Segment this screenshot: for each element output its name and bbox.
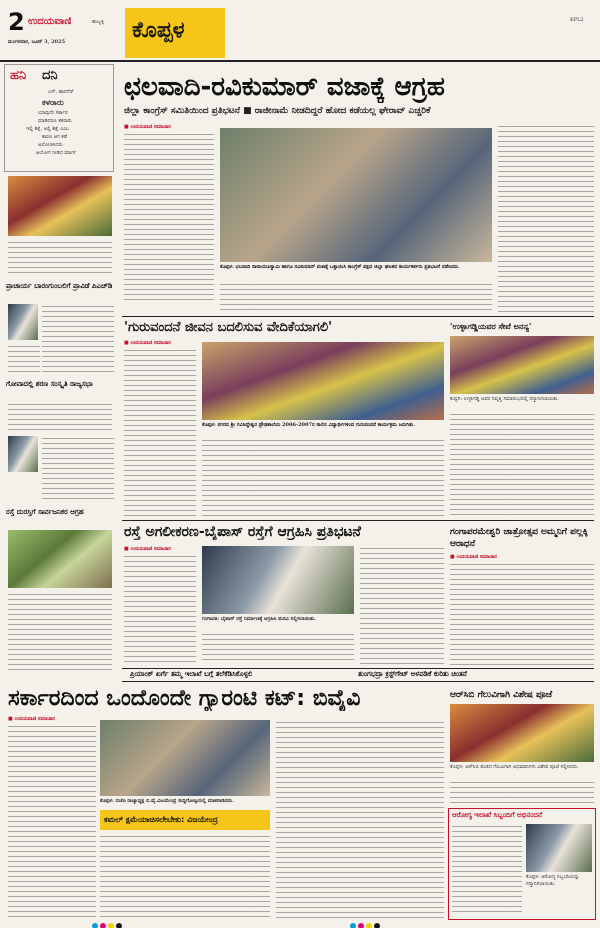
ulluka-photo xyxy=(450,336,594,394)
sidebar-body-text xyxy=(42,304,114,374)
guru-body-text-1 xyxy=(124,348,196,516)
poem-line: ಕಳರಾರು xyxy=(42,97,64,107)
guarantee-pullquote: ಕಮಲ್ ಕ್ಷಮೆಯಾಚಿಸಲೇಬೇಕು: ವಿಜಯೇಂದ್ರ xyxy=(104,815,218,824)
ticker-item-2: ತುಂಗಭದ್ರಾ ಕ್ರಸ್ಟ್‌ಗೇಟ್ ಅಳವಡಿಕೆ ಕುರಿತು ಚಿಂತನೆ xyxy=(358,670,467,678)
sidebar-photo-portrait-2 xyxy=(8,436,38,472)
guarantee-body-text-3 xyxy=(276,720,444,918)
mid-rule xyxy=(122,520,594,521)
award-headline: ಆರೋಗ್ಯ ಇಲಾಖೆ ಸಿಬ್ಬಂದಿಗೆ ಅಭಿನಂದನೆ xyxy=(452,811,543,819)
ulluka-headline: 'ಉಳ್ಳಾಗಡ್ಡಿಯವರ ಸೇವೆ ಅನನ್ಯ' xyxy=(450,322,532,331)
pooja-photo xyxy=(450,704,594,762)
section-title: ಕೊಪ್ಪಳ xyxy=(132,18,185,43)
pooja-caption: ಕೊಪ್ಪಳ: ಆರ್‌ಸಿಬಿ ತಂಡದ ಗೆಲುವಿಗಾಗಿ ಅಭಿಮಾನಿಗಳು ವಿಶೇಷ ಪೂಜೆ ಸಲ್ಲಿಸಿದರು. xyxy=(450,764,579,770)
guru-headline: 'ಗುರುವಂದನೆ ಜೀವನ ಬದಲಿಸುವ ವೇದಿಕೆಯಾಗಲಿ' xyxy=(124,320,333,335)
hani-dani-brand-black: ದನಿ xyxy=(42,68,58,83)
sidebar-body-text xyxy=(42,436,114,502)
guarantee-headline: ಸರ್ಕಾರದಿಂದ ಒಂದೊಂದೇ ಗ್ಯಾರಂಟಿ ಕಟ್: ಬಿವೈವಿ xyxy=(8,686,361,711)
guru-byline: ■ ಉದಯವಾಣಿ ಸಮಾಚಾರ xyxy=(124,340,171,346)
lead-subhead: ಜಿಲ್ಲಾ ಕಾಂಗ್ರೆಸ್ ಸಮಿತಿಯಿಂದ ಪ್ರತಿಭಟನೆ ■ ರಾಜೀನಾಮೆ ನೀಡದಿದ್ದರೆ ಹೋದ ಕಡೆಯಲ್ಲ ಘೇರಾವ್ ಎಚ್ಚರಿಕೆ xyxy=(124,106,431,116)
ganga-body-text xyxy=(450,562,594,666)
poem-line: ಮಾಡಿದರೂ ತಕರಾರು xyxy=(38,118,72,124)
poem-line: ಇಲ್ಲಿ ಶಿಕ್ಷೆ, ಅಲ್ಲಿ ಶಿಕ್ಷೆ ಎಂಬ xyxy=(26,126,69,132)
sidebar-headline-2: ಗೋವಾದಲ್ಲಿ ಶರಣ ಸಂಸ್ಕೃತಿ ರಾಜ್ಯಸಭಾ xyxy=(6,380,93,388)
lead-photo xyxy=(220,128,492,262)
lead-rule xyxy=(122,316,594,317)
poem-line: ಕಾರಣ ಆಗ ಕಡೆ xyxy=(42,134,68,140)
sidebar-body-text xyxy=(8,344,40,374)
sidebar-photo-portrait-1 xyxy=(8,304,38,340)
masthead-rule xyxy=(0,60,600,62)
sidebar-body-text xyxy=(8,592,112,674)
ulluka-body-text xyxy=(450,412,594,516)
guarantee-body-text-1 xyxy=(8,724,96,918)
guarantee-byline: ■ ಉದಯವಾಣಿ ಸಮಾಚಾರ xyxy=(8,716,55,722)
guru-photo xyxy=(202,342,444,420)
bypass-headline: ರಸ್ತೆ ಅಗಲೀಕರಣ-ಬೈಪಾಸ್ ರಸ್ತೆಗೆ ಆಗ್ರಹಿಸಿ ಪ್ರತಿಭಟನೆ xyxy=(124,524,361,540)
pooja-body-text xyxy=(450,780,594,804)
guru-body-text-2 xyxy=(202,438,444,516)
hani-dani-author: ಎಸ್. ಹಾನಗೆರ್ xyxy=(48,89,74,95)
lead-byline: ■ ಉದಯವಾಣಿ ಸಮಾಚಾರ xyxy=(124,124,171,130)
award-body-text xyxy=(452,824,522,916)
poem-line: ಯಾವುದೇ ಸರ್ಕಾರ xyxy=(38,110,68,116)
bypass-body-text-1 xyxy=(124,554,196,664)
lead-headline: ಛಲವಾದಿ-ರವಿಕುಮಾರ್ ವಜಾಕ್ಕೆ ಆಗ್ರಹ xyxy=(124,72,445,102)
lead-caption: ಕೊಪ್ಪಳ: ಛಲವಾದಿ ನಾರಾಯಣಸ್ವಾಮಿ ಹಾಗೂ ರವಿಕುಮಾರ್ ವಜಾಕ್ಕೆ ಒತ್ತಾಯಿಸಿ ಕಾಂಗ್ರೆಸ್ ಪಕ್ಷದ ಜಿಲ್ಲಾ ಘಟಕದ ಕಾರ್ಯಕರ್ತರು ಪ್ರತಿಭಟನೆ ನಡೆಸಿದರು. xyxy=(220,264,460,270)
edition-label: ಹುಬ್ಬಳ್ಳಿ xyxy=(92,19,105,25)
ganga-byline: ■ ಉದಯವಾಣಿ ಸಮಾಚಾರ xyxy=(450,554,497,560)
date-line: ಮಂಗಳವಾರ, ಜೂನ್ 3, 2025 xyxy=(8,39,66,45)
guarantee-photo xyxy=(100,720,270,796)
page-number: 2 xyxy=(8,8,25,36)
guarantee-caption: ಕೊಪ್ಪಳ: ಬಿಜೆಪಿ ರಾಜ್ಯಾಧ್ಯಕ್ಷ ಬಿ.ವೈ.ವಿಜಯೇಂದ್ರ ಸುದ್ದಿಗೋಷ್ಠಿಯಲ್ಲಿ ಮಾತನಾಡಿದರು. xyxy=(100,798,234,804)
paper-name: ಉದಯವಾಣಿ xyxy=(28,16,72,27)
award-caption: ಕೊಪ್ಪಳ: ಆರೋಗ್ಯ ಸಿಬ್ಬಂದಿಯನ್ನು ಸನ್ಮಾನಿಸಲಾಯಿತು. xyxy=(526,874,580,887)
hani-dani-brand-red: ಹನಿ xyxy=(10,68,27,83)
bypass-body-text-3 xyxy=(360,546,444,664)
bypass-photo xyxy=(202,546,354,614)
page-code: KPL2 xyxy=(570,17,584,23)
ganga-headline: ಗಂಗಾಪರಮೇಶ್ವರಿ ಜಾತ್ರೋತ್ಸವ ಅಮ್ಮನಿಗೆ ಪಲ್ಲಕ್ಕಿ ಆರಾಧನೆ xyxy=(450,527,588,549)
ticker-item-1: ಪ್ರಿಯಾಂಕ್ ಖರ್ಗೆ ತಮ್ಮ ಇಲಾಖೆ ಬಗ್ಗೆ ತಲೆಕೆಡಿಸಿಕೊಳ್ಳಲಿ xyxy=(130,670,253,678)
guru-caption: ಕೊಪ್ಪಳ: ನಗರದ ಶ್ರೀ ಗವಿಸಿದ್ದೇಶ್ವರ ಪ್ರೌಢಶಾಲೆಯ 2006-2007ರ ಸಾಲಿನ ವಿದ್ಯಾರ್ಥಿಗಳಿಂದ ಗುರುವಂದನೆ ಕಾರ್ಯಕ್ರಮ ಜರುಗಿತು. xyxy=(202,422,415,428)
lead-body-text-2 xyxy=(220,282,492,312)
lead-body-text-1 xyxy=(124,132,214,300)
poem-line: ಅಲೋಚಿಸಿದರು xyxy=(38,142,63,148)
sidebar-headline-3: ರಸ್ತೆ ದುರಸ್ತಿಗೆ ಸಾರ್ವಜನಿಕರ ಆಗ್ರಹ xyxy=(6,508,84,516)
registration-marks xyxy=(350,914,382,928)
masthead xyxy=(0,0,600,62)
sidebar-body-text xyxy=(8,402,112,432)
award-photo xyxy=(526,824,592,872)
bypass-byline: ■ ಉದಯವಾಣಿ ಸಮಾಚಾರ xyxy=(124,546,171,552)
registration-marks xyxy=(92,914,124,928)
poem-line: ಆಯೋಗ ನೀಡಿದ ಮಾರ್ಗ xyxy=(36,150,77,156)
ulluka-caption: ಕುಷ್ಟಗಿ: ಉಳ್ಳಾಗಡ್ಡಿ ಅವರ ನಿವೃತ್ತಿ ಸಮಾರಂಭದಲ್ಲಿ ಸನ್ಮಾನಿಸಲಾಯಿತು. xyxy=(450,396,559,402)
sidebar-photo-road xyxy=(8,530,112,588)
sidebar-body-text xyxy=(8,240,112,276)
lead-body-text-3 xyxy=(498,124,594,312)
bypass-caption: ಗಂಗಾವತಿ: ಬೈಪಾಸ್ ರಸ್ತೆ ನಿರ್ಮಾಣಕ್ಕೆ ಆಗ್ರಹಿಸಿ ಮನವಿ ಸಲ್ಲಿಸಲಾಯಿತು. xyxy=(202,616,317,622)
guarantee-body-text-2 xyxy=(100,834,270,918)
sidebar-photo-swamiji xyxy=(8,176,112,236)
bypass-body-text-2 xyxy=(202,632,354,664)
sidebar-headline-1: ಪ್ರಾಚಾರ್ಯ ಬಾರಂಗುಂಬಲಿಗೆ ಪ್ರಾವಿಡೆ ಪಿಎಚ್‌ಡಿ xyxy=(6,282,113,290)
pooja-headline: ಆರ್‌ಸಿಬಿ ಗೆಲುವಿಗಾಗಿ ವಿಶೇಷ ಪೂಜೆ xyxy=(450,690,553,700)
